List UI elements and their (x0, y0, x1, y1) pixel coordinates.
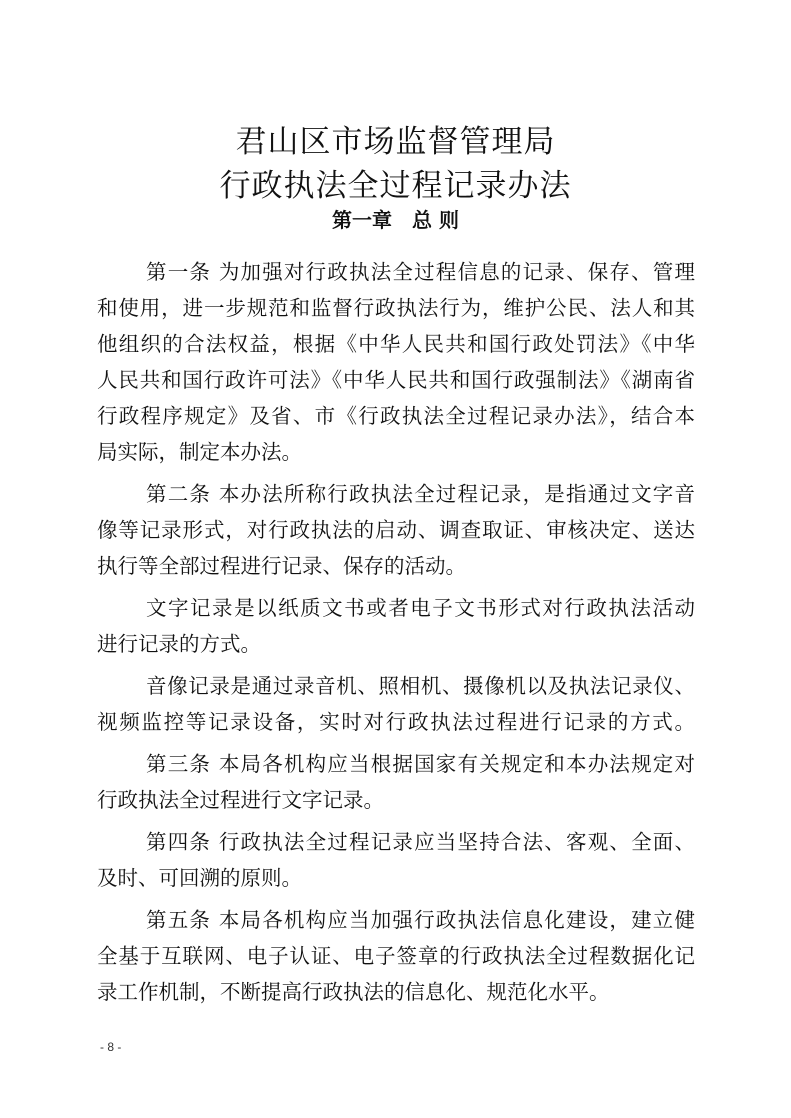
chapter-heading (0, 204, 791, 233)
text-line: 局实际，制定本办法。 (97, 440, 302, 464)
text-line: 文字记录是以纸质文书或者电子文书形式对行政执法活动 (146, 596, 695, 620)
text-line: 第二条 本办法所称行政执法全过程记录，是指通过文字音 (146, 482, 695, 506)
text-line: 全基于互联网、电子认证、电子签章的行政执法全过程数据化记 (97, 944, 695, 968)
document-title-line-1: 君山区市场监督管理局 (235, 124, 556, 160)
text-line: 行政程序规定》及省、市《行政执法全过程记录办法》，结合本 (97, 404, 695, 428)
text-line: 第一条 为加强对行政执法全过程信息的记录、保存、管理 (146, 260, 695, 284)
text-line: 执行等全部过程进行记录、保存的活动。 (97, 554, 466, 578)
text-line: 进行记录的方式。 (97, 632, 261, 656)
chapter-name: 总 则 (412, 208, 459, 232)
page-number: - 8 - (100, 1040, 122, 1054)
text-line: 第五条 本局各机构应当加强行政执法信息化建设，建立健 (146, 908, 695, 932)
text-line: 音像记录是通过录音机、照相机、摄像机以及执法记录仪、 (146, 674, 695, 698)
document-title-line-2: 行政执法全过程记录办法 (219, 168, 572, 204)
text-line: 和使用，进一步规范和监督行政执法行为，维护公民、法人和其 (97, 296, 695, 320)
text-line: 人民共和国行政许可法》《中华人民共和国行政强制法》《湖南省 (97, 368, 695, 392)
text-line: 行政执法全过程进行文字记录。 (97, 788, 384, 812)
text-line: 录工作机制，不断提高行政执法的信息化、规范化水平。 (97, 980, 610, 1004)
text-line: 像等记录形式，对行政执法的启动、调查取证、审核决定、送达 (97, 518, 695, 542)
text-line: 及时、可回溯的原则。 (97, 866, 302, 890)
text-line: 第四条 行政执法全过程记录应当坚持合法、客观、全面、 (146, 830, 695, 854)
text-line: 视频监控等记录设备，实时对行政执法过程进行记录的方式。 (97, 710, 695, 734)
text-line: 他组织的合法权益，根据《中华人民共和国行政处罚法》《中华 (97, 332, 695, 356)
chapter-number: 第一章 (332, 208, 393, 232)
text-line: 第三条 本局各机构应当根据国家有关规定和本办法规定对 (146, 752, 695, 776)
